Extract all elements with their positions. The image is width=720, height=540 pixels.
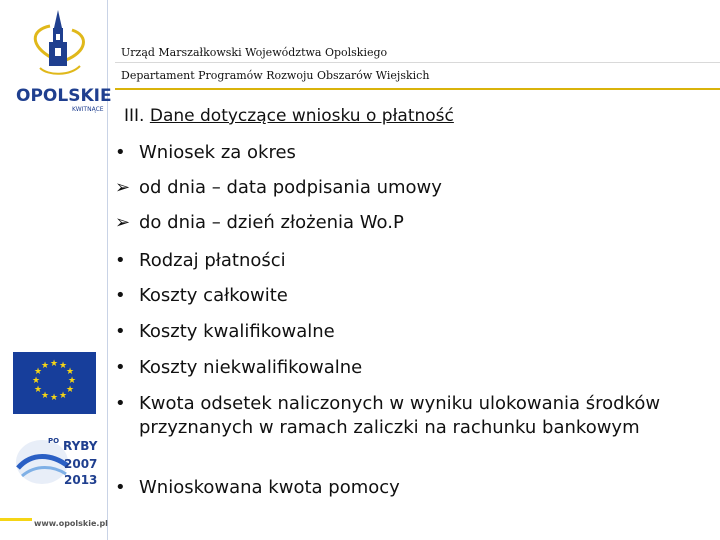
svg-text:★: ★: [58, 391, 68, 401]
list-item-text: Wniosek za okres: [139, 142, 296, 163]
list-item-text: od dnia – data podpisania umowy: [139, 177, 442, 198]
list-item-text: Koszty całkowite: [139, 285, 288, 306]
bullet-icon: •: [115, 357, 126, 378]
header-divider-thin: [115, 62, 720, 63]
list-item: [115, 476, 400, 500]
ryby-po: PO: [48, 437, 60, 445]
list-item: [115, 356, 362, 380]
svg-text:★: ★: [33, 385, 43, 395]
bullet-icon: •: [115, 393, 126, 414]
section-title: [124, 106, 454, 126]
header-office-name: Urząd Marszałkowski Województwa Opolskiego: [121, 46, 388, 59]
list-item-text: do dnia – dzień złożenia Wo.P: [139, 212, 404, 233]
svg-text:★: ★: [40, 361, 50, 371]
list-item: [115, 211, 404, 235]
bullet-icon: •: [115, 321, 126, 342]
bullet-icon: •: [115, 250, 126, 271]
section-number: III.: [124, 106, 145, 126]
website-link[interactable]: www.opolskie.pl: [34, 519, 108, 528]
section-title-text: Dane dotyczące wniosku o płatność: [149, 106, 454, 126]
list-item-text: Rodzaj płatności: [139, 250, 286, 271]
ryby-years-2: 2013: [64, 473, 98, 487]
list-item: [115, 176, 442, 200]
eu-flag: [13, 352, 96, 414]
list-item: [115, 284, 288, 308]
svg-text:★: ★: [33, 367, 43, 377]
svg-text:★: ★: [40, 391, 50, 401]
list-item-text: Koszty niekwalifikowalne: [139, 357, 363, 378]
list-item: [115, 320, 335, 344]
list-item: [115, 141, 296, 165]
header-divider-gold: [115, 88, 720, 90]
bullet-icon: •: [115, 477, 126, 498]
fish-wave-icon: [8, 432, 100, 488]
svg-text:★: ★: [49, 393, 59, 403]
opolskie-logo: [10, 8, 112, 113]
ryby-logo: [8, 432, 100, 512]
svg-text:★: ★: [49, 359, 59, 369]
logo-wordmark: OPOLSKIE: [16, 86, 112, 106]
footer-accent-bar: [0, 518, 32, 521]
list-item-text: Kwota odsetek naliczonych w wyniku ulokowania środków przyznanych w ramach zaliczki na rachunku bankowym: [139, 393, 661, 438]
svg-text:★: ★: [31, 376, 41, 386]
logo-subtitle: KWITNĄCE: [72, 106, 104, 113]
bullet-icon: •: [115, 285, 126, 306]
sidebar: [0, 0, 112, 540]
svg-text:★: ★: [67, 376, 77, 386]
list-item-text: Wnioskowana kwota pomocy: [139, 477, 400, 498]
svg-text:★: ★: [65, 367, 75, 377]
list-item-text: Koszty kwalifikowalne: [139, 321, 335, 342]
bullet-icon: •: [115, 142, 126, 163]
list-item: [115, 249, 286, 273]
ryby-word: RYBY: [63, 439, 98, 453]
eu-stars-icon: [13, 352, 96, 414]
header-department-name: Departament Programów Rozwoju Obszarów Wiejskich: [121, 69, 430, 82]
svg-text:★: ★: [65, 385, 75, 395]
arrow-bullet-icon: ➢: [115, 177, 131, 198]
ryby-years-1: 2007: [64, 457, 98, 471]
list-item: [115, 392, 669, 440]
tower-icon: [10, 8, 102, 88]
arrow-bullet-icon: ➢: [115, 212, 131, 233]
svg-text:★: ★: [58, 361, 68, 371]
